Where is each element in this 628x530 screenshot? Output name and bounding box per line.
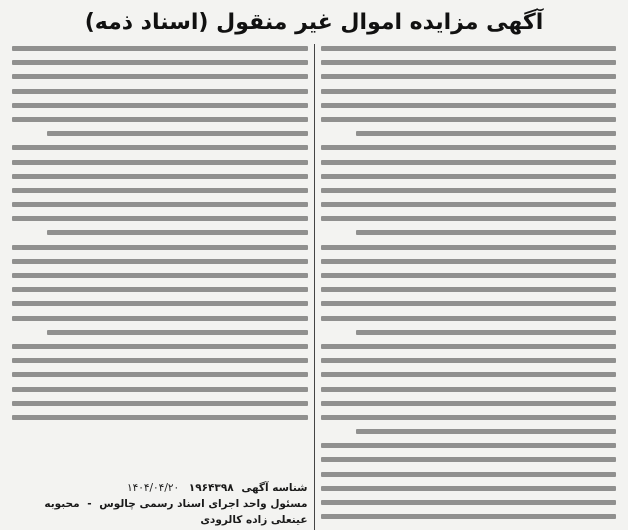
text-line-placeholder: [321, 46, 617, 51]
signer-name: محبوبه عینعلی زاده کالرودی: [44, 498, 308, 526]
text-line-placeholder: [12, 117, 308, 122]
ad-id-label: شناسه آگهی: [241, 482, 308, 494]
text-line-placeholder: [321, 117, 617, 122]
text-line-placeholder: [321, 216, 617, 221]
text-line-placeholder: [321, 372, 617, 377]
text-line-placeholder: [356, 131, 616, 136]
text-line-placeholder: [321, 160, 617, 165]
text-line-placeholder: [321, 259, 617, 264]
text-line-placeholder: [12, 301, 308, 306]
notice-columns: [8, 44, 620, 530]
text-line-placeholder: [321, 344, 617, 349]
text-line-placeholder: [12, 401, 308, 406]
column-divider: [314, 44, 315, 530]
text-line-placeholder: [12, 358, 308, 363]
text-line-placeholder: [321, 287, 617, 292]
text-line-placeholder: [321, 103, 617, 108]
text-line-placeholder: [47, 131, 307, 136]
ad-identifier-line: [12, 480, 308, 496]
text-line-placeholder: [321, 387, 617, 392]
text-line-placeholder: [47, 230, 307, 235]
text-line-placeholder: [356, 429, 616, 434]
text-line-placeholder: [356, 230, 616, 235]
text-line-placeholder: [321, 145, 617, 150]
text-line-placeholder: [12, 216, 308, 221]
text-line-placeholder: [321, 202, 617, 207]
signer-role: مسئول واحد اجرای اسناد رسمی چالوس: [99, 498, 308, 510]
text-line-placeholder: [356, 330, 616, 335]
text-line-placeholder: [321, 74, 617, 79]
text-line-placeholder: [321, 500, 617, 505]
notice-footer: [12, 480, 308, 528]
text-line-placeholder: [12, 202, 308, 207]
text-line-placeholder: [321, 358, 617, 363]
ad-date: ۱۴۰۴/۰۴/۲۰: [126, 482, 180, 494]
text-line-placeholder: [321, 89, 617, 94]
text-line-placeholder: [12, 245, 308, 250]
text-line-placeholder: [321, 273, 617, 278]
text-line-placeholder: [321, 472, 617, 477]
text-line-placeholder: [12, 145, 308, 150]
text-line-placeholder: [12, 344, 308, 349]
text-line-placeholder: [321, 443, 617, 448]
text-line-placeholder: [321, 188, 617, 193]
left-text-column: [8, 44, 312, 530]
text-line-placeholder: [321, 60, 617, 65]
signature-separator: -: [87, 498, 92, 510]
text-line-placeholder: [12, 46, 308, 51]
left-body-text: [12, 46, 308, 434]
text-line-placeholder: [12, 415, 308, 420]
text-line-placeholder: [12, 89, 308, 94]
text-line-placeholder: [321, 245, 617, 250]
text-line-placeholder: [12, 287, 308, 292]
text-line-placeholder: [321, 514, 617, 519]
text-line-placeholder: [12, 372, 308, 377]
text-line-placeholder: [12, 259, 308, 264]
text-line-placeholder: [47, 330, 307, 335]
text-line-placeholder: [12, 316, 308, 321]
text-line-placeholder: [12, 273, 308, 278]
text-line-placeholder: [12, 60, 308, 65]
text-line-placeholder: [321, 316, 617, 321]
text-line-placeholder: [12, 387, 308, 392]
text-line-placeholder: [12, 174, 308, 179]
text-line-placeholder: [321, 415, 617, 420]
text-line-placeholder: [321, 486, 617, 491]
right-body-text: [321, 46, 617, 528]
text-line-placeholder: [12, 188, 308, 193]
text-line-placeholder: [12, 103, 308, 108]
text-line-placeholder: [321, 301, 617, 306]
text-line-placeholder: [12, 74, 308, 79]
text-line-placeholder: [321, 457, 617, 462]
notice-title: آگهی مزایده اموال غیر منقول (اسناد ذمه): [84, 10, 544, 35]
text-line-placeholder: [321, 401, 617, 406]
text-line-placeholder: [12, 160, 308, 165]
signature-line: [12, 496, 308, 528]
ad-id-value: ۱۹۶۴۳۹۸: [188, 482, 234, 494]
text-line-placeholder: [321, 174, 617, 179]
right-text-column: [317, 44, 621, 530]
